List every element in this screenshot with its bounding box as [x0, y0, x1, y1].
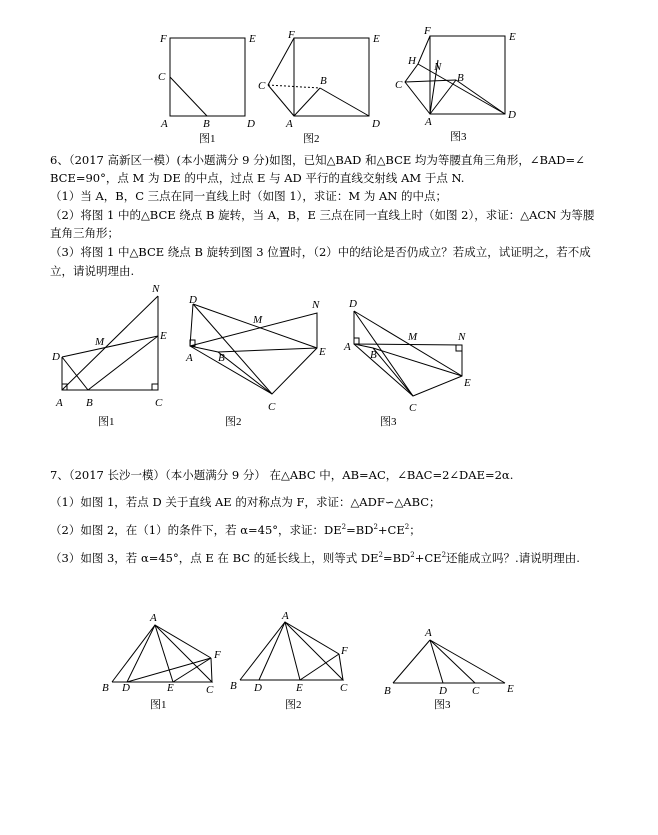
sup-2: 2 [410, 551, 415, 560]
bot-fig3-caption: 图3 [434, 699, 451, 711]
top-fig2-label-A: A [286, 118, 293, 130]
bot-fig1-caption: 图1 [150, 699, 167, 711]
problem7-q2-pre: （2）如图 2，在（1）的条件下，若 α=45°，求证：DE [50, 523, 342, 537]
bot-fig1-label-E: E [167, 682, 174, 694]
mid-fig3-label-C: C [409, 402, 417, 414]
problem6-q3a: （3）将图 1 中△BCE 绕点 B 旋转到图 3 位置时，（2）中的结论是否仍成立？若成立，试证明之，若不成 [50, 245, 591, 259]
mid-fig1-caption: 图1 [98, 416, 115, 428]
top-fig3-caption: 图3 [450, 131, 467, 143]
problem6-q2b: 直角三角形； [50, 226, 119, 240]
bot-fig3-label-E: E [507, 683, 514, 695]
top-fig3-label-C: C [395, 79, 403, 91]
top-fig2-label-F: F [288, 29, 295, 41]
bot-fig2-label-D: D [254, 682, 262, 694]
bot-fig3-label-C: C [472, 685, 480, 697]
top-fig1-label-A: A [161, 118, 168, 130]
mid-fig2-label-N: N [312, 299, 320, 311]
mid-fig2-label-M: M [253, 314, 263, 326]
problem6-line2: BCE=90°，点 M 为 DE 的中点，过点 E 与 AD 平行的直线交射线 AM 于点 N. [50, 171, 465, 185]
bot-fig1-label-F: F [214, 649, 221, 661]
sup-2: 2 [341, 523, 347, 532]
top-fig3-label-F: F [424, 25, 431, 37]
top-fig1-label-E: E [249, 33, 256, 45]
problem6-q3b: 立，请说明理由. [50, 264, 135, 278]
top-fig3-label-B: B [457, 72, 464, 84]
problem6-line1: 6、（2017 高新区一模）(本小题满分 9 分)如图，已知△BAD 和△BCE 均为等腰直角三角形，∠BAD=∠ [50, 153, 585, 167]
bot-fig1-label-B: B [102, 682, 109, 694]
bot-fig3-label-B: B [384, 685, 391, 697]
problem7-q2-post: ； [409, 523, 421, 537]
mid-fig1-label-M: M [95, 336, 105, 348]
top-fig1-label-B: B [203, 118, 210, 130]
top-fig3-label-A: A [425, 116, 432, 128]
mid-fig2-label-E: E [319, 346, 326, 358]
mid-fig3-label-A: A [344, 341, 351, 353]
mid-fig3-label-B: B [370, 349, 377, 361]
problem7-q3-post: 还能成立吗？.请说明理由. [446, 551, 580, 565]
top-fig2-label-D: D [372, 118, 380, 130]
mid-fig1-label-B: B [86, 397, 93, 409]
bot-fig1-label-A: A [150, 612, 157, 624]
top-fig1-caption: 图1 [199, 133, 216, 145]
problem7-q3-mid2: +CE [414, 551, 442, 565]
top-fig2-caption: 图2 [303, 133, 320, 145]
top-fig2-label-B: B [320, 75, 327, 87]
mid-fig2-caption: 图2 [225, 416, 242, 428]
sup-2: 2 [441, 551, 447, 560]
bot-fig2-caption: 图2 [285, 699, 302, 711]
top-fig1-label-C: C [158, 71, 166, 83]
mid-fig2-label-B: B [218, 352, 225, 364]
mid-fig2-label-A: A [186, 352, 193, 364]
bot-fig3-label-A: A [425, 627, 432, 639]
bot-fig1-label-D: D [122, 682, 130, 694]
problem7-q2-mid1: =BD [346, 523, 374, 537]
mid-fig3-label-E: E [464, 377, 471, 389]
bot-fig2-label-B: B [230, 680, 237, 692]
sup-2: 2 [373, 523, 378, 532]
top-fig2-label-E: E [373, 33, 380, 45]
mid-fig1-label-D: D [52, 351, 60, 363]
mid-fig3-caption: 图3 [380, 416, 397, 428]
mid-fig3-label-M: M [408, 331, 418, 343]
top-fig1-label-D: D [247, 118, 255, 130]
bot-fig2-label-F: F [341, 645, 348, 657]
mid-fig2-label-C: C [268, 401, 276, 413]
problem7-q3-mid1: =BD [382, 551, 411, 565]
problem6-q2a: （2）将图 1 中的△BCE 绕点 B 旋转，当 A，B，E 三点在同一直线上时（如图 2），求证：△ACN 为等腰 [50, 208, 595, 222]
top-fig3-label-D: D [508, 109, 516, 121]
bot-fig2-label-C: C [340, 682, 348, 694]
mid-fig1-label-C: C [155, 397, 163, 409]
top-fig1-label-F: F [160, 33, 167, 45]
sup-2: 2 [404, 523, 410, 532]
problem7-q2-mid2: +CE [377, 523, 405, 537]
mid-fig1-label-N: N [152, 283, 160, 295]
mid-fig1-label-A: A [56, 397, 63, 409]
mid-fig3-label-N: N [458, 331, 466, 343]
problem6-q1: （1）当 A，B，C 三点在同一直线上时（如图 1），求证：M 为 AN 的中点； [50, 189, 448, 203]
top-fig3-label-H: H [408, 55, 416, 67]
mid-fig1-label-E: E [160, 330, 167, 342]
bot-fig2-label-E: E [296, 682, 303, 694]
bot-fig1-label-C: C [206, 684, 214, 696]
top-fig2-label-C: C [258, 80, 266, 92]
bot-fig3-label-D: D [439, 685, 447, 697]
top-fig3-label-E: E [509, 31, 516, 43]
problem7-line1: 7、（2017 长沙一模）（本小题满分 9 分） 在△ABC 中，AB=AC，∠BAC=2∠DAE=2α. [50, 468, 514, 482]
mid-fig3-label-D: D [349, 298, 357, 310]
mid-fig2-label-D: D [189, 294, 197, 306]
top-fig3-label-N: N [434, 61, 442, 73]
problem7-q1: （1）如图 1，若点 D 关于直线 AE 的对称点为 F，求证：△ADF∽△ABC； [50, 495, 441, 509]
bot-fig2-label-A: A [282, 610, 289, 622]
problem7-q3-pre: （3）如图 3，若 α=45°，点 E 在 BC 的延长线上，则等式 DE [50, 551, 379, 565]
sup-2: 2 [378, 551, 383, 560]
